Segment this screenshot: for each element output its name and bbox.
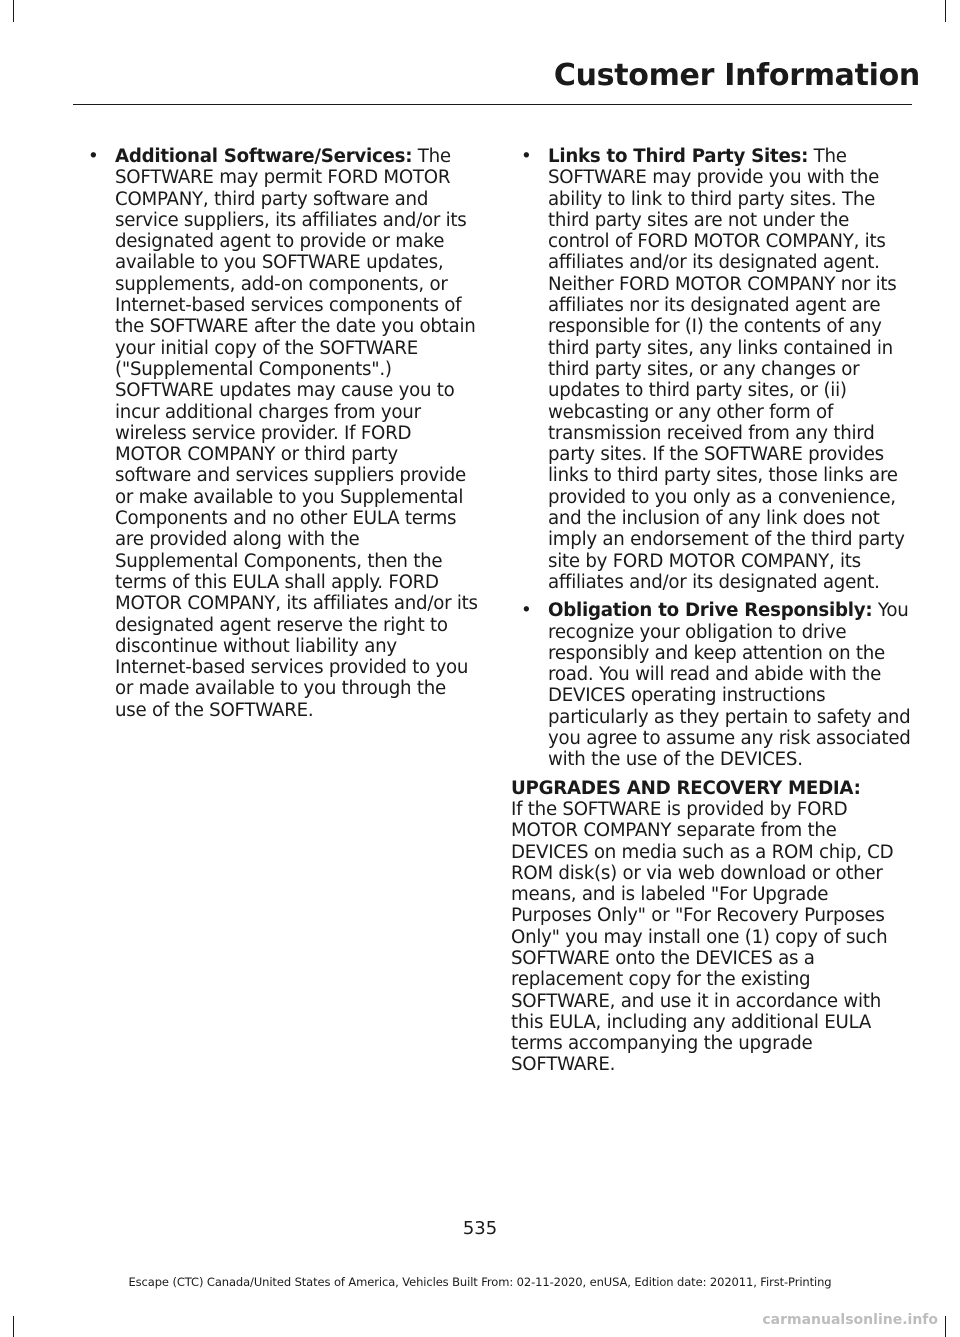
watermark: carmanualsonline.info: [762, 1312, 938, 1328]
crop-mark-bottom-right: [945, 1316, 946, 1337]
bullet-heading: Links to Third Party Sites:: [548, 146, 809, 167]
list-item: [78, 146, 478, 721]
footer-text: Escape (CTC) Canada/United States of America, Vehicles Built From: 02-11-2020, enUSA, Edition date: 202011, First-Printing: [128, 1275, 832, 1289]
page-number: 535: [462, 1218, 498, 1239]
section-heading: UPGRADES AND RECOVERY MEDIA:: [511, 777, 861, 799]
section-text: If the SOFTWARE is provided by FORD MOTOR COMPANY separate from the DEVICES on media such as a ROM chip, CD ROM disk(s) or via web download or other means, and is labeled "For Upgrade Purposes Only" or "For Recovery Purposes Only" you may install one (1) copy of such SOFTWARE onto the DEVICES as a replacement copy for the existing SOFTWARE, and use it in accordance with this EULA, including any additional EULA terms accompanying the upgrade SOFTWARE.: [511, 798, 894, 1076]
list-item: [511, 146, 911, 593]
header-divider: [73, 104, 912, 105]
bullet-heading: Obligation to Drive Responsibly:: [548, 600, 873, 622]
bullet-text: You recognize your obligation to drive responsibly and keep attention on the road. You will read and abide with the DEVICES operating instructions particularly as they pertain to safety and you agree to assume any risk associated with the use of the DEVICES.: [548, 600, 911, 771]
page-title: Customer Information: [553, 58, 920, 93]
section-paragraph: [511, 778, 911, 1076]
crop-mark-top-left: [13, 0, 14, 22]
crop-mark-top-right: [945, 0, 946, 22]
bullet-icon: •: [88, 146, 99, 167]
bullet-text: The SOFTWARE may provide you with the ability to link to third party sites. The third party sites are not under the control of FORD MOTOR COMPANY, its affiliates and/or its designated agent. Neither FORD MOTOR COMPANY nor its affiliates nor its designated agent are responsible for (I) the contents of any third party sites, any links contained in third party sites, or any changes or updates to third party sites, or (ii) webcasting or any other form of transmission received from any third party sites. If the SOFTWARE provides links to third party sites, those links are provided to you only as a convenience, and the inclusion of any link does not imply an endorsement of the third party site by FORD MOTOR COMPANY, its affiliates and/or its designated agent.: [548, 146, 905, 593]
bullet-heading: Additional Software/Services:: [115, 146, 413, 167]
list-item: [511, 600, 911, 770]
bullet-text: The SOFTWARE may permit FORD MOTOR COMPANY, third party software and service suppliers, its affiliates and/or its designated agent to provide or make available to you SOFTWARE updates, supplements, add-on components, or Internet-based services components of the SOFTWARE after the date you obtain your initial copy of the SOFTWARE ("Supplemental Components".) SOFTWARE updates may cause you to incur additional charges from your wireless service provider. If FORD MOTOR COMPANY or third party software and services suppliers provide or make available to you Supplemental Components and no other EULA terms are provided along with the Supplemental Components, then the terms of this EULA shall apply. FORD MOTOR COMPANY, its affiliates and/or its designated agent reserve the right to discontinue without liability any Internet-based services provided to you or made available to you through the use of the SOFTWARE.: [115, 146, 478, 721]
crop-mark-bottom-left: [13, 1316, 14, 1337]
left-column: [78, 146, 478, 728]
bullet-icon: •: [521, 600, 532, 622]
bullet-icon: •: [521, 146, 532, 167]
right-column: [511, 146, 911, 1076]
